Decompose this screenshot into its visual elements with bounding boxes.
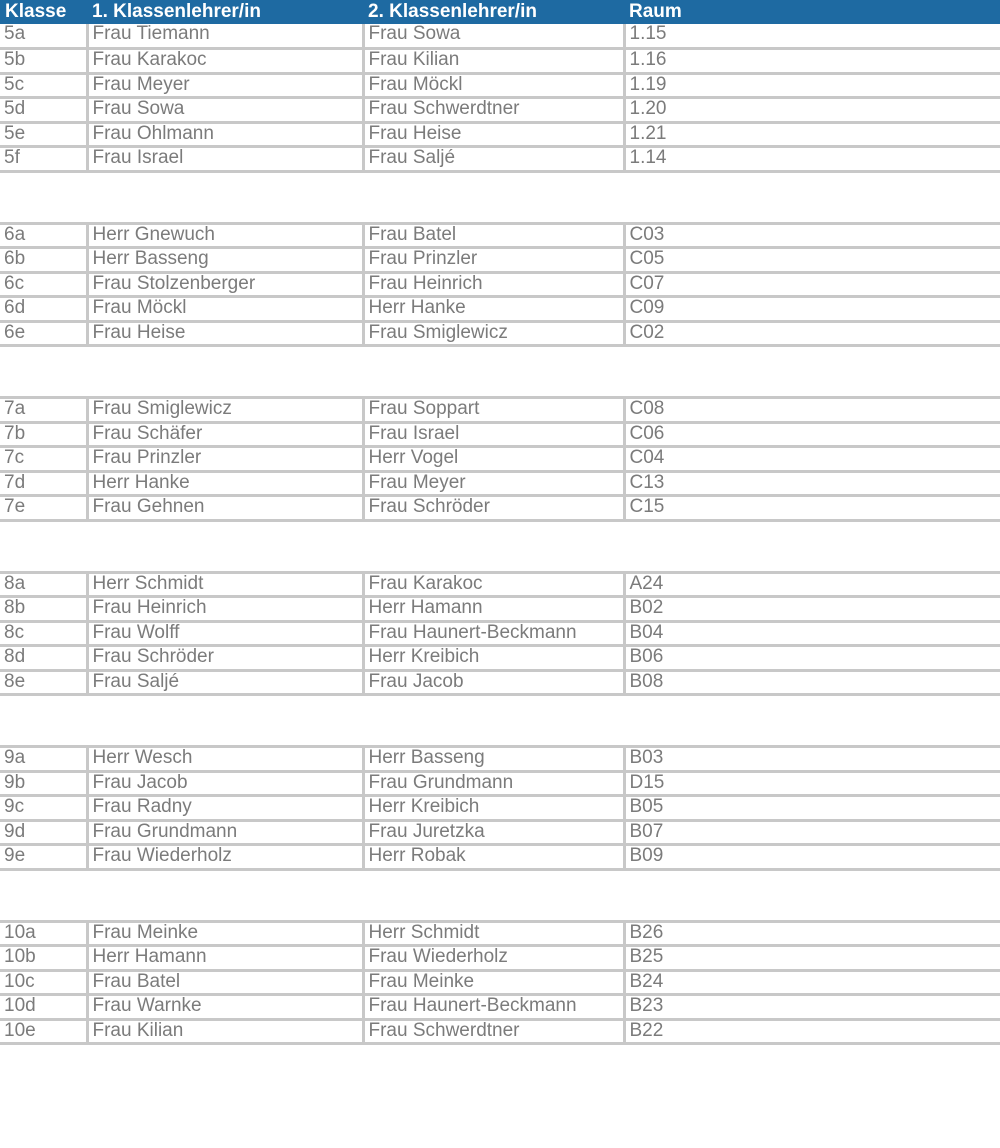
cell-raum: C09 (624, 297, 1000, 322)
cell-lehrer2: Frau Karakoc (363, 572, 624, 597)
cell-lehrer2: Frau Haunert-Beckmann (363, 621, 624, 646)
cell-lehrer1: Frau Batel (87, 970, 363, 995)
cell-klasse: 5e (0, 122, 87, 147)
table-row (0, 970, 1000, 995)
table-row (0, 223, 1000, 248)
cell-lehrer2: Frau Batel (363, 223, 624, 248)
table-row (0, 796, 1000, 821)
cell-lehrer2: Frau Jacob (363, 670, 624, 695)
cell-klasse: 6c (0, 272, 87, 297)
cell-raum: B07 (624, 820, 1000, 845)
header-lehrer2: 2. Klassenlehrer/in (363, 0, 624, 24)
cell-klasse: 9b (0, 771, 87, 796)
cell-klasse: 7e (0, 496, 87, 521)
cell-klasse: 5d (0, 98, 87, 123)
cell-klasse: 8d (0, 646, 87, 671)
cell-klasse: 7b (0, 422, 87, 447)
cell-lehrer2: Frau Heise (363, 122, 624, 147)
cell-lehrer1: Frau Grundmann (87, 820, 363, 845)
cell-klasse: 9d (0, 820, 87, 845)
cell-klasse: 6b (0, 248, 87, 273)
cell-klasse: 5c (0, 73, 87, 98)
cell-lehrer1: Frau Israel (87, 147, 363, 172)
cell-raum: C07 (624, 272, 1000, 297)
cell-lehrer1: Frau Heinrich (87, 597, 363, 622)
cell-lehrer2: Frau Möckl (363, 73, 624, 98)
cell-lehrer1: Frau Heise (87, 321, 363, 346)
header-raum: Raum (624, 0, 1000, 24)
cell-lehrer1: Frau Karakoc (87, 49, 363, 74)
table-row (0, 147, 1000, 172)
cell-raum: C02 (624, 321, 1000, 346)
cell-lehrer2: Frau Grundmann (363, 771, 624, 796)
cell-lehrer1: Frau Warnke (87, 995, 363, 1020)
cell-klasse: 10d (0, 995, 87, 1020)
cell-lehrer1: Frau Möckl (87, 297, 363, 322)
cell-klasse: 10c (0, 970, 87, 995)
cell-lehrer2: Frau Haunert-Beckmann (363, 995, 624, 1020)
cell-lehrer2: Frau Juretzka (363, 820, 624, 845)
cell-raum: C15 (624, 496, 1000, 521)
cell-lehrer1: Frau Radny (87, 796, 363, 821)
cell-raum: C08 (624, 398, 1000, 423)
table-row (0, 122, 1000, 147)
cell-raum: B09 (624, 845, 1000, 870)
cell-lehrer1: Herr Basseng (87, 248, 363, 273)
cell-lehrer1: Frau Smiglewicz (87, 398, 363, 423)
cell-lehrer1: Frau Ohlmann (87, 122, 363, 147)
table-body (0, 24, 1000, 1044)
table-row (0, 98, 1000, 123)
cell-raum: 1.14 (624, 147, 1000, 172)
group-separator (0, 869, 1000, 921)
table-row (0, 471, 1000, 496)
cell-raum: B06 (624, 646, 1000, 671)
header-row (0, 0, 1000, 24)
cell-klasse: 7d (0, 471, 87, 496)
cell-lehrer1: Frau Gehnen (87, 496, 363, 521)
cell-raum: B08 (624, 670, 1000, 695)
cell-lehrer2: Frau Saljé (363, 147, 624, 172)
table-header (0, 0, 1000, 24)
cell-raum: C06 (624, 422, 1000, 447)
cell-lehrer2: Herr Kreibich (363, 646, 624, 671)
table-row (0, 49, 1000, 74)
cell-klasse: 8a (0, 572, 87, 597)
cell-lehrer1: Frau Sowa (87, 98, 363, 123)
table-row (0, 272, 1000, 297)
cell-lehrer1: Frau Kilian (87, 1019, 363, 1044)
cell-lehrer1: Herr Hanke (87, 471, 363, 496)
cell-klasse: 8e (0, 670, 87, 695)
cell-lehrer1: Frau Schäfer (87, 422, 363, 447)
separator-cell (0, 695, 1000, 747)
cell-raum: 1.20 (624, 98, 1000, 123)
cell-klasse: 6a (0, 223, 87, 248)
separator-cell (0, 520, 1000, 572)
cell-raum: D15 (624, 771, 1000, 796)
cell-lehrer2: Frau Sowa (363, 24, 624, 49)
cell-lehrer1: Frau Jacob (87, 771, 363, 796)
cell-lehrer2: Frau Soppart (363, 398, 624, 423)
cell-klasse: 8c (0, 621, 87, 646)
cell-lehrer2: Frau Meinke (363, 970, 624, 995)
cell-lehrer2: Herr Schmidt (363, 921, 624, 946)
group-separator (0, 346, 1000, 398)
cell-klasse: 6e (0, 321, 87, 346)
table-row (0, 621, 1000, 646)
cell-lehrer2: Frau Kilian (363, 49, 624, 74)
table-row (0, 995, 1000, 1020)
cell-klasse: 5f (0, 147, 87, 172)
cell-klasse: 5a (0, 24, 87, 49)
cell-lehrer2: Frau Prinzler (363, 248, 624, 273)
table-row (0, 845, 1000, 870)
table-row (0, 946, 1000, 971)
cell-lehrer2: Herr Vogel (363, 447, 624, 472)
group-separator (0, 171, 1000, 223)
separator-cell (0, 171, 1000, 223)
table-row (0, 921, 1000, 946)
cell-lehrer1: Herr Hamann (87, 946, 363, 971)
cell-klasse: 8b (0, 597, 87, 622)
cell-raum: 1.19 (624, 73, 1000, 98)
cell-raum: B23 (624, 995, 1000, 1020)
header-lehrer1: 1. Klassenlehrer/in (87, 0, 363, 24)
cell-lehrer1: Frau Stolzenberger (87, 272, 363, 297)
cell-raum: B24 (624, 970, 1000, 995)
cell-lehrer1: Frau Wiederholz (87, 845, 363, 870)
cell-lehrer1: Frau Schröder (87, 646, 363, 671)
cell-raum: B22 (624, 1019, 1000, 1044)
cell-klasse: 6d (0, 297, 87, 322)
table-row (0, 248, 1000, 273)
table-row (0, 321, 1000, 346)
cell-lehrer2: Herr Robak (363, 845, 624, 870)
cell-raum: A24 (624, 572, 1000, 597)
separator-cell (0, 346, 1000, 398)
cell-lehrer2: Frau Meyer (363, 471, 624, 496)
cell-lehrer2: Herr Basseng (363, 747, 624, 772)
separator-cell (0, 869, 1000, 921)
cell-klasse: 7c (0, 447, 87, 472)
cell-raum: B26 (624, 921, 1000, 946)
cell-raum: C04 (624, 447, 1000, 472)
table-row (0, 771, 1000, 796)
cell-lehrer2: Herr Kreibich (363, 796, 624, 821)
cell-klasse: 9a (0, 747, 87, 772)
cell-raum: B02 (624, 597, 1000, 622)
cell-klasse: 10a (0, 921, 87, 946)
cell-lehrer1: Herr Schmidt (87, 572, 363, 597)
group-separator (0, 695, 1000, 747)
cell-lehrer2: Frau Heinrich (363, 272, 624, 297)
cell-lehrer1: Frau Tiemann (87, 24, 363, 49)
cell-lehrer2: Frau Schröder (363, 496, 624, 521)
table-row (0, 597, 1000, 622)
table-row (0, 422, 1000, 447)
cell-lehrer2: Herr Hanke (363, 297, 624, 322)
cell-lehrer1: Herr Gnewuch (87, 223, 363, 248)
table-row (0, 73, 1000, 98)
cell-klasse: 10e (0, 1019, 87, 1044)
cell-raum: C05 (624, 248, 1000, 273)
table-row (0, 747, 1000, 772)
table-row (0, 646, 1000, 671)
cell-lehrer2: Herr Hamann (363, 597, 624, 622)
table-row (0, 398, 1000, 423)
cell-raum: B25 (624, 946, 1000, 971)
cell-lehrer1: Frau Wolff (87, 621, 363, 646)
cell-raum: B03 (624, 747, 1000, 772)
cell-raum: 1.15 (624, 24, 1000, 49)
cell-lehrer2: Frau Smiglewicz (363, 321, 624, 346)
cell-raum: 1.21 (624, 122, 1000, 147)
cell-lehrer1: Herr Wesch (87, 747, 363, 772)
table-row (0, 820, 1000, 845)
cell-lehrer2: Frau Israel (363, 422, 624, 447)
cell-raum: B04 (624, 621, 1000, 646)
cell-lehrer1: Frau Prinzler (87, 447, 363, 472)
cell-klasse: 9e (0, 845, 87, 870)
cell-lehrer1: Frau Saljé (87, 670, 363, 695)
cell-klasse: 5b (0, 49, 87, 74)
table-row (0, 1019, 1000, 1044)
cell-raum: B05 (624, 796, 1000, 821)
cell-klasse: 7a (0, 398, 87, 423)
table-row (0, 670, 1000, 695)
cell-lehrer2: Frau Schwerdtner (363, 1019, 624, 1044)
cell-lehrer2: Frau Schwerdtner (363, 98, 624, 123)
table-row (0, 447, 1000, 472)
group-separator (0, 520, 1000, 572)
table-row (0, 572, 1000, 597)
cell-klasse: 10b (0, 946, 87, 971)
cell-lehrer1: Frau Meyer (87, 73, 363, 98)
table-row (0, 496, 1000, 521)
table-row (0, 24, 1000, 49)
cell-lehrer1: Frau Meinke (87, 921, 363, 946)
cell-lehrer2: Frau Wiederholz (363, 946, 624, 971)
cell-raum: 1.16 (624, 49, 1000, 74)
cell-klasse: 9c (0, 796, 87, 821)
header-klasse: Klasse (0, 0, 87, 24)
table-row (0, 297, 1000, 322)
cell-raum: C03 (624, 223, 1000, 248)
cell-raum: C13 (624, 471, 1000, 496)
